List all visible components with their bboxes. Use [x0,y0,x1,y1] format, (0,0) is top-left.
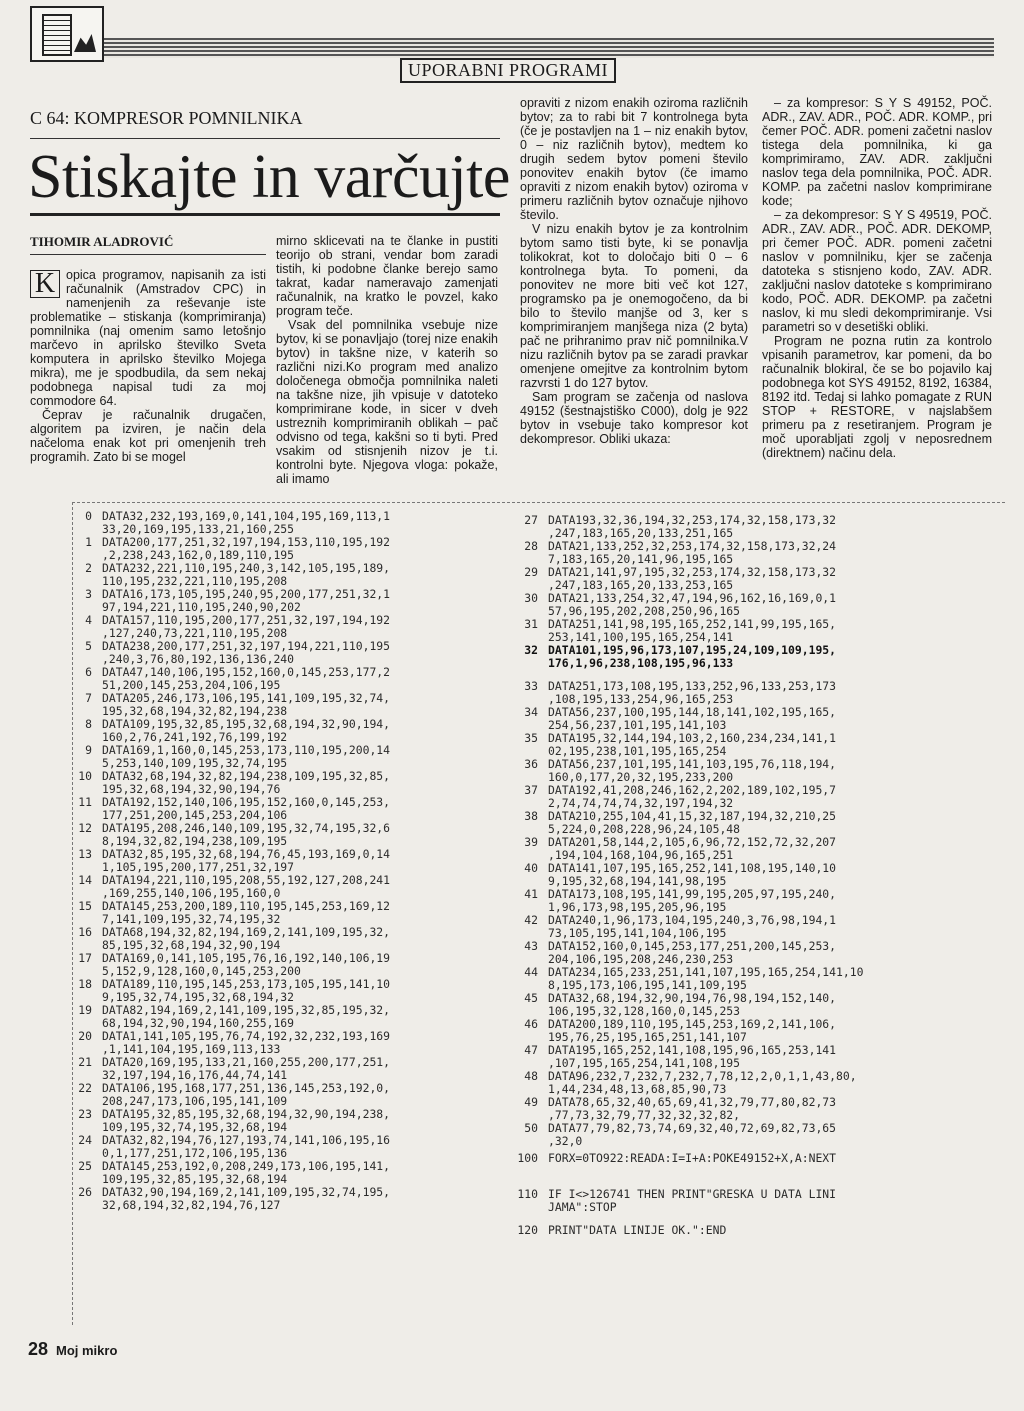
listing-line [62,1082,390,1108]
line-number: 40 [524,861,538,875]
paragraph: K opica programov, napisanih za isti računalnik (Amstradov CPC) in namenjenih za reševanje iste problematike – stiskanja (komprimiranja) pomnilnika (naj omenim samo letošnjo marčevo in aprilsko številko Sveta komputera in aprilsko številko Mojega mikra), me je spodbudila, da sem nekaj podobnega napisal tudi za moj commodore 64. [30,268,266,408]
listing-line [508,784,863,810]
line-number: 25 [78,1159,92,1173]
line-code: DATA32,85,195,32,68,194,76,45,193,169,0,14 1,105,195,200,177,251,32,197 [102,847,391,874]
line-code: DATA192,41,208,246,162,2,202,189,102,195,7 2,74,74,74,74,32,197,194,32 [548,783,837,810]
listing-line [62,874,390,900]
listing-line [62,510,390,536]
line-number: 45 [524,991,538,1005]
line-number: 1 [85,535,92,549]
program-listing-right [508,514,863,1250]
line-code: DATA234,165,233,251,141,107,195,165,254,141,10 8,195,173,106,195,141,109,195 [548,965,864,992]
line-code: DATA194,221,110,195,208,55,192,127,208,241 ,169,255,140,106,195,160,0 [102,873,391,900]
listing-line [508,1018,863,1044]
line-code: DATA56,237,100,195,144,18,141,102,195,165, 254,56,237,101,195,141,103 [548,705,837,732]
program-listing-left [62,510,390,1212]
paragraph: V nizu enakih bytov je za kontrolnim bytom samo tisti byte, ki se ponavlja tolikokrat, kot to določajo biti 0 – 6 kontrolnega byta. To pomeni, da ponovitev ne more biti več kot 127, programsko pa je onemogočeno, da bi bilo to število manjše od 3, ker s komprimiranjem manjšega niza (2 byta) pač ne prihranimo prav nič pomnilnika.V nizu različnih bytov pa se zaradi pravkar omenjene omejitve za kontrolnim bytom razvrsti 1 do 127 bytov. [520,222,748,390]
line-number: 0 [85,509,92,523]
listing-line [508,1152,863,1178]
line-number: 110 [517,1187,538,1201]
line-code: DATA32,232,193,169,0,141,104,195,169,113,1 33,20,169,195,133,21,160,255 [102,509,391,536]
line-code: DATA192,152,140,106,195,152,160,0,145,253, 177,251,200,145,253,204,106 [102,795,391,822]
line-number: 23 [78,1107,92,1121]
listing-line [62,536,390,562]
line-number: 19 [78,1003,92,1017]
line-code: DATA145,253,192,0,208,249,173,106,195,141, 109,195,32,85,195,32,68,194 [102,1159,391,1186]
listing-line [62,1030,390,1056]
listing-line [62,1134,390,1160]
line-code: DATA193,32,36,194,32,253,174,32,158,173,32 ,247,183,165,20,133,251,165 [548,513,837,540]
listing-line [508,992,863,1018]
kicker-rule [30,138,500,139]
paragraph: opraviti z nizom enakih oziroma različnih bytov; za to rabi bit 7 kontrolnega byta (če je postavljen na 1 – niz enakih bytov, 0 – niz različnih bytov), medtem ko drugih sedem bytov pomeni število ponovitev enakih bytov (če imamo opraviti z nizom enakih bytov) oziroma v primeru različnih bytov označuje njihovo število. [520,96,748,222]
line-code: DATA205,246,173,106,195,141,109,195,32,74, 195,32,68,194,32,82,194,238 [102,691,391,718]
paragraph: Sam program se začenja od naslova 49152 (šestnajstiško C000), dolg je 922 bytov in vsebuje tako kompresor kot dekompresor. Obliki ukaza: [520,390,748,446]
line-number: 48 [524,1069,538,1083]
listing-line [508,1044,863,1070]
page-number: 28 [28,1339,49,1359]
paragraph: Čeprav je računalnik drugačen, algoritem pa izviren, je način dela načeloma enak kot pri omenjenih treh programih. Zato bi se mogel [30,408,266,464]
line-code: IF I<>126741 THEN PRINT"GRESKA U DATA LINI JAMA":STOP [548,1187,837,1214]
line-number: 31 [524,617,538,631]
line-code: DATA109,195,32,85,195,32,68,194,32,90,194, 160,2,76,241,192,76,199,192 [102,717,391,744]
line-number: 47 [524,1043,538,1057]
line-code: DATA169,1,160,0,145,253,173,110,195,200,14 5,253,140,109,195,32,74,195 [102,743,391,770]
line-number: 29 [524,565,538,579]
line-number: 28 [524,539,538,553]
line-code: DATA152,160,0,145,253,177,251,200,145,253, 204,106,195,208,246,230,253 [548,939,837,966]
line-number: 120 [517,1223,538,1237]
listing-line [62,822,390,848]
line-code: DATA240,1,96,173,104,195,240,3,76,98,194,1 73,105,195,141,104,106,195 [548,913,837,940]
listing-line [62,900,390,926]
line-code: DATA56,237,101,195,141,103,195,76,118,194, 160,0,177,20,32,195,233,200 [548,757,837,784]
section-logo-icon [30,6,104,62]
line-code: DATA78,65,32,40,65,69,41,32,79,77,80,82,73 ,77,73,32,79,77,32,32,32,82, [548,1095,837,1122]
listing-line [508,644,863,670]
paragraph: mirno sklicevati na te članke in pustiti teorijo ob strani, vendar bom zaradi tistih, ki podobne članke berejo samo takrat, kadar nameravajo zamenjati računalnik, na kratko le povzel, kako program teče. [276,234,498,318]
listing-line [508,566,863,592]
listing-line [508,680,863,706]
line-code: DATA21,133,252,32,253,174,32,158,173,32,24 7,183,165,20,141,96,195,165 [548,539,837,566]
listing-line [508,732,863,758]
listing-line [62,1056,390,1082]
line-code: DATA232,221,110,195,240,3,142,105,195,189, 110,195,232,221,110,195,208 [102,561,391,588]
line-code: DATA1,141,105,195,76,74,192,32,232,193,169 ,1,141,104,195,169,113,133 [102,1029,391,1056]
listing-line [508,540,863,566]
listing-line [508,836,863,862]
line-code: DATA106,195,168,177,251,136,145,253,192,0, 208,247,173,106,195,141,109 [102,1081,391,1108]
listing-line [62,952,390,978]
line-number: 4 [85,613,92,627]
line-code: DATA96,232,7,232,7,232,7,78,12,2,0,1,1,43,80, 1,44,234,48,13,68,85,90,73 [548,1069,857,1096]
listing-line [62,562,390,588]
listing-line [62,614,390,640]
line-code: DATA169,0,141,105,195,76,16,192,140,106,19 5,152,9,128,160,0,145,253,200 [102,951,391,978]
line-number: 38 [524,809,538,823]
listing-line [62,718,390,744]
line-number: 9 [85,743,92,757]
line-number: 43 [524,939,538,953]
listing-line [62,692,390,718]
line-number: 3 [85,587,92,601]
listing-line [62,1186,390,1212]
listing-line [508,1224,863,1250]
line-code: DATA32,68,194,32,90,194,76,98,194,152,140, 106,195,32,128,160,0,145,253 [548,991,837,1018]
listing-line [508,966,863,992]
line-code: DATA32,90,194,169,2,141,109,195,32,74,195, 32,68,194,32,82,194,76,127 [102,1185,391,1212]
line-number: 32 [524,643,538,657]
listing-line [508,940,863,966]
line-number: 100 [517,1151,538,1165]
article-column-1 [30,268,266,464]
line-number: 27 [524,513,538,527]
line-number: 21 [78,1055,92,1069]
article-headline: Stiskajte in varčujte [28,143,510,211]
line-code: DATA195,208,246,140,109,195,32,74,195,32,6 8,194,32,82,194,238,109,195 [102,821,391,848]
line-code: DATA68,194,32,82,194,169,2,141,109,195,32, 85,195,32,68,194,32,90,194 [102,925,391,952]
listing-line [508,810,863,836]
listing-line [62,1108,390,1134]
line-code: DATA251,173,108,195,133,252,96,133,253,173 ,108,195,133,254,96,165,253 [548,679,837,706]
line-code: DATA21,141,97,195,32,253,174,32,158,173,32 ,247,183,165,20,133,253,165 [548,565,837,592]
line-code: DATA195,165,252,141,108,195,96,165,253,141 ,107,195,165,254,141,108,195 [548,1043,837,1070]
line-number: 20 [78,1029,92,1043]
line-number: 37 [524,783,538,797]
paragraph: Program ne pozna rutin za kontrolo vpisanih parametrov, kar pomeni, da bo računalnik blokiral, če se bo pojavilo kaj podobnega kot SYS 49152, 8192, 16384, 8192 itd. Tedaj si lahko pomagate z RUN STOP + RESTORE, v najslabšem primeru pa z resetiranjem. Program je moč uporabljati zgolj v neposrednem (direktnem) načinu dela. [762,334,992,460]
byline-rule [30,254,266,255]
listing-line [508,592,863,618]
line-number: 24 [78,1133,92,1147]
line-code: DATA173,108,195,141,99,195,205,97,195,240, 1,96,173,98,195,205,96,195 [548,887,837,914]
line-code: DATA20,169,195,133,21,160,255,200,177,251, 32,197,194,16,176,44,74,141 [102,1055,391,1082]
line-code: FORX=0TO922:READA:I=I+A:POKE49152+X,A:NEXT [548,1151,837,1165]
line-code: DATA189,110,195,145,253,173,105,195,141,10 9,195,32,74,195,32,68,194,32 [102,977,391,1004]
line-number: 30 [524,591,538,605]
line-code: DATA201,58,144,2,105,6,96,72,152,72,32,207 ,194,104,168,104,96,165,251 [548,835,837,862]
line-code: DATA47,140,106,195,152,160,0,145,253,177,2 51,200,145,253,204,106,195 [102,665,391,692]
listing-line [62,1004,390,1030]
line-code: DATA82,194,169,2,141,109,195,32,85,195,32, 68,194,32,90,194,160,255,169 [102,1003,391,1030]
headline-rule [30,213,500,216]
line-code: DATA141,107,195,165,252,141,108,195,140,10 9,195,32,68,194,141,98,195 [548,861,837,888]
line-code: DATA195,32,85,195,32,68,194,32,90,194,238, 109,195,32,74,195,32,68,194 [102,1107,391,1134]
line-number: 11 [78,795,92,809]
paragraph: – za dekompresor: S Y S 49519, POČ. ADR., ZAV. ADR., POČ. ADR. DEKOMP, pri čemer POČ. ADR. pomeni začetni naslov v pomnilniku, kjer se začenja datoteka s stisnjeno kodo, ZAV. ADR. zaključni naslov datoteke s komprimirano kodo, POČ. ADR. DEKOMP. pa začetni naslov, ki mu sledi dekomprimiranje. Vsi parametri so v desetiški obliki. [762,208,992,334]
section-label: UPORABNI PROGRAMI [400,58,616,83]
listing-line [62,978,390,1004]
line-code: DATA251,141,98,195,165,252,141,99,195,165, 253,141,100,195,165,254,141 [548,617,837,644]
article-column-3 [520,96,748,446]
line-number: 46 [524,1017,538,1031]
line-number: 44 [524,965,538,979]
line-number: 35 [524,731,538,745]
line-number: 15 [78,899,92,913]
line-number: 41 [524,887,538,901]
line-code: DATA200,189,110,195,145,253,169,2,141,106, 195,76,25,195,165,251,141,107 [548,1017,837,1044]
listing-line [508,914,863,940]
listing-line [508,1096,863,1122]
article-column-4 [762,96,992,460]
line-number: 36 [524,757,538,771]
line-code: DATA16,173,105,195,240,95,200,177,251,32,1 97,194,221,110,195,240,90,202 [102,587,391,614]
line-code: DATA101,195,96,173,107,195,24,109,109,195, 176,1,96,238,108,195,96,133 [548,643,837,670]
line-code: DATA200,177,251,32,197,194,153,110,195,192 ,2,238,243,162,0,189,110,195 [102,535,391,562]
line-number: 39 [524,835,538,849]
line-number: 7 [85,691,92,705]
line-number: 5 [85,639,92,653]
line-number: 8 [85,717,92,731]
listing-line [62,666,390,692]
listing-line [508,618,863,644]
line-code: DATA195,32,144,194,103,2,160,234,234,141,1 02,195,238,101,195,165,254 [548,731,837,758]
line-number: 2 [85,561,92,575]
listing-line [62,744,390,770]
listing-line [62,796,390,822]
listing-line [508,888,863,914]
line-number: 10 [78,769,92,783]
listing-line [62,588,390,614]
listing-line [62,770,390,796]
header-stripe [104,38,994,58]
line-number: 13 [78,847,92,861]
paragraph: – za kompresor: S Y S 49152, POČ. ADR., ZAV. ADR., POČ. ADR. KOMP., pri čemer POČ. ADR. pomeni začetni naslov tistega dela pomnilnika, ki ga komprimiramo, ZAV. ADR. zaključni naslov tega dela pomnilnika, POČ. ADR. KOMP. pa začetni naslov komprimirane kode; [762,96,992,208]
paragraph: Vsak del pomnilnika vsebuje nize bytov, ki se ponavljajo (torej nize enakih bytov) in takšne nize, v katerih so različni nizi.Ko program med analizo določenega območja pomnilnika naleti na takšne nize, jih vpisuje v datoteko komprimirane kode, in sicer v dveh ustreznih komprimiranih oblikah – pač odvisno od tega, kakšni so ti byti. Pred vsakim od stisnjenih nizov je t.i. kontrolni byte. Njegova vloga: pokaže, ali imamo [276,318,498,486]
listing-line [508,1122,863,1148]
line-number: 6 [85,665,92,679]
magazine-name: Moj mikro [56,1343,118,1358]
drop-cap: K [30,270,60,298]
listing-line [508,862,863,888]
listing-line [62,640,390,666]
line-number: 14 [78,873,92,887]
line-number: 18 [78,977,92,991]
line-number: 42 [524,913,538,927]
line-code: DATA157,110,195,200,177,251,32,197,194,192 ,127,240,73,221,110,195,208 [102,613,391,640]
line-number: 26 [78,1185,92,1199]
line-number: 33 [524,679,538,693]
line-code: DATA210,255,104,41,15,32,187,194,32,210,25 5,224,0,208,228,96,24,105,48 [548,809,837,836]
listing-line [508,758,863,784]
line-number: 49 [524,1095,538,1109]
listing-line [508,514,863,540]
article-byline: TIHOMIR ALADROVIĆ [30,234,174,249]
line-number: 16 [78,925,92,939]
listing-line [62,1160,390,1186]
listing-line [508,1188,863,1214]
line-code: PRINT"DATA LINIJE OK.":END [548,1223,727,1237]
line-code: DATA32,68,194,32,82,194,238,109,195,32,85, 195,32,68,194,32,90,194,76 [102,769,391,796]
line-code: DATA77,79,82,73,74,69,32,40,72,69,82,73,65 ,32,0 [548,1121,837,1148]
article-kicker: C 64: KOMPRESOR POMNILNIKA [30,108,303,128]
line-number: 22 [78,1081,92,1095]
line-number: 17 [78,951,92,965]
listing-line [508,706,863,732]
line-number: 34 [524,705,538,719]
line-code: DATA21,133,254,32,47,194,96,162,16,169,0,1 57,96,195,202,208,250,96,165 [548,591,837,618]
article-column-2 [276,234,498,486]
listing-line [508,1070,863,1096]
line-number: 12 [78,821,92,835]
line-code: DATA145,253,200,189,110,195,145,253,169,12 7,141,109,195,32,74,195,32 [102,899,391,926]
line-code: DATA32,82,194,76,127,193,74,141,106,195,16 0,1,177,251,172,106,195,136 [102,1133,391,1160]
listing-line [62,848,390,874]
line-number: 50 [524,1121,538,1135]
line-code: DATA238,200,177,251,32,197,194,221,110,195 ,240,3,76,80,192,136,136,240 [102,639,391,666]
listing-line [62,926,390,952]
